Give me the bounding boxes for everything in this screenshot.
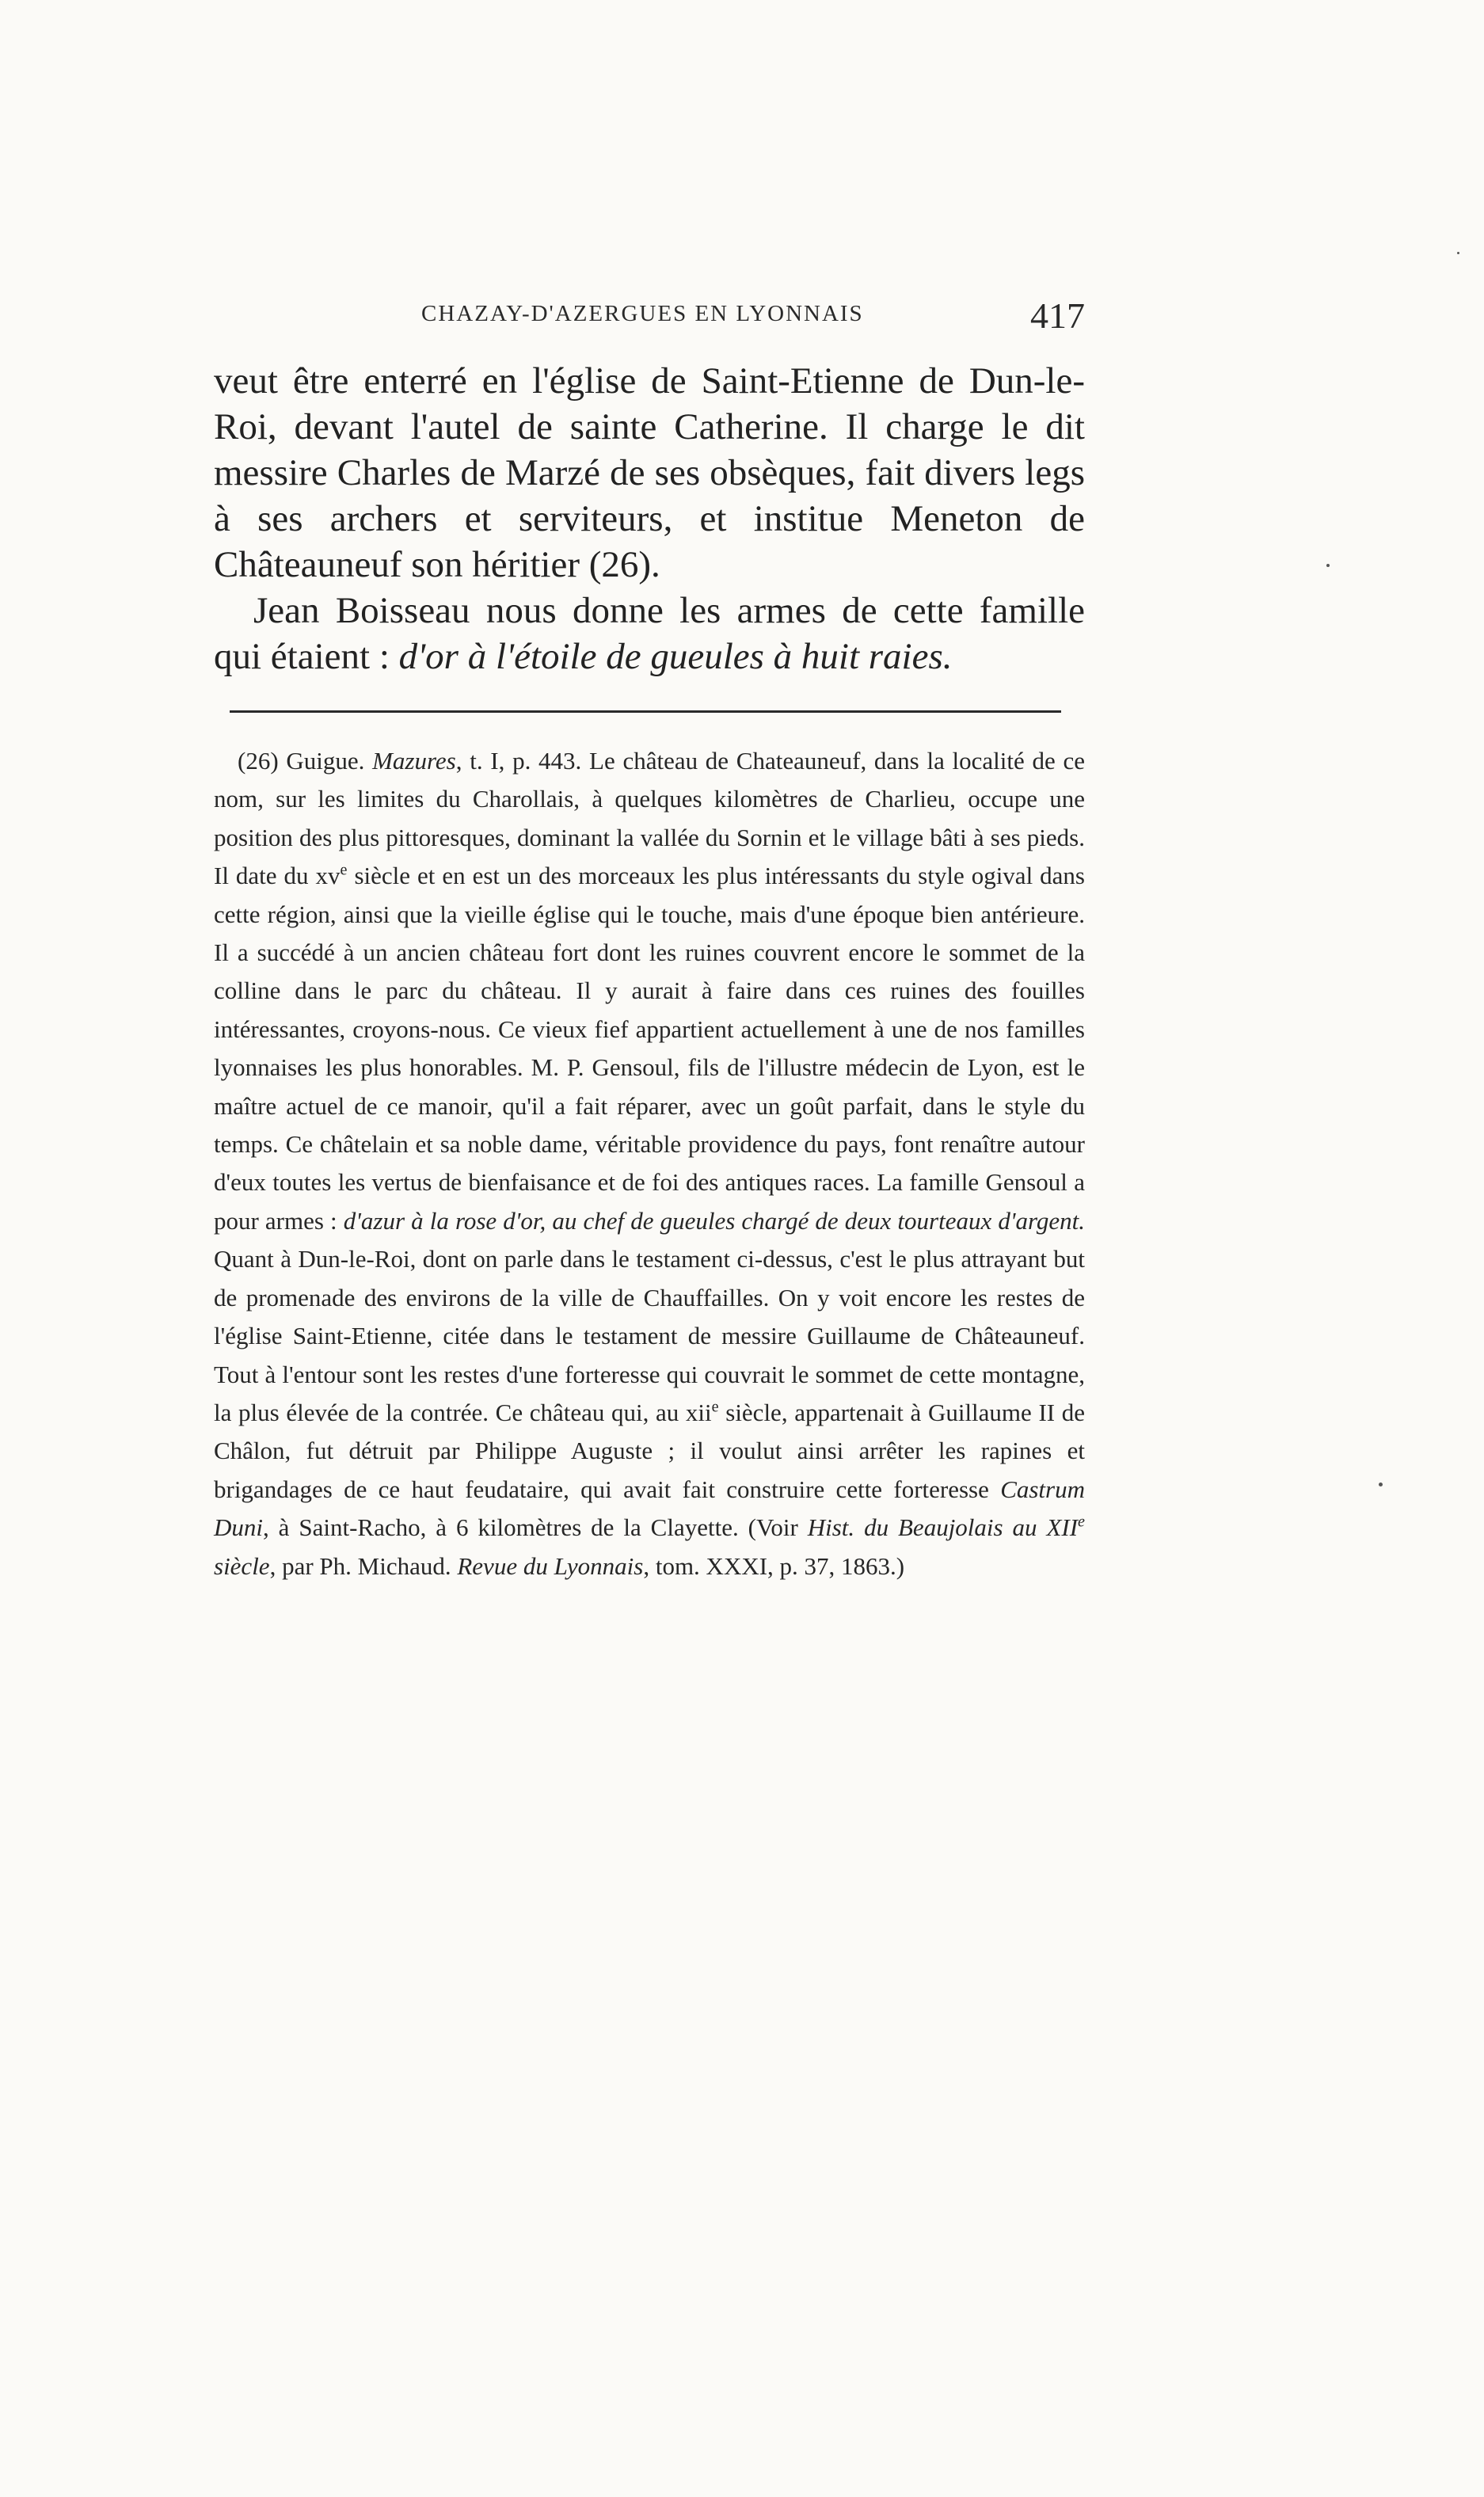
arms-blazon: d'or à l'étoile de gueules à huit raies.: [398, 636, 953, 677]
century-numeral: xv: [315, 862, 341, 890]
footnote: [214, 742, 1085, 1585]
footnote-text: , à Saint-Racho, à 6 kilomètres de la Clayette. (Voir: [263, 1513, 808, 1542]
superscript: e: [1078, 1513, 1085, 1531]
running-head: [214, 295, 1085, 342]
footnote-separator-rule: [230, 710, 1061, 713]
paper-speck: [1457, 252, 1459, 254]
paragraph-2: [214, 588, 1085, 679]
footnote-title: Castrum Duni: [214, 1475, 1085, 1542]
footnote-text: , par Ph. Michaud.: [269, 1551, 458, 1580]
footnote-text: Quant à Dun-le-Roi, dont on parle dans le testament ci-dessus, c'est le plus attrayant but de promenade des environs de la ville de Chauffailles. On y voit encore les restes de l'église Saint-Etienne, citée dans le testament de messire Guillaume de Châteauneuf. Tout à l'entour sont les restes d'une forteresse qui couvrait le sommet de cette montagne, la plus élevée de la contrée. Ce château qui, au: [214, 1245, 1085, 1426]
paper-speck: [1326, 564, 1330, 567]
superscript: e: [711, 1398, 719, 1416]
footnote-26: [214, 742, 1085, 1585]
footnote-text: siècle, appartenait à Guillaume II de Châlon, fut détruit par Philippe Auguste ; il voulut ainsi arrêter les rapines et brigandages de ce haut feudataire, qui avait fait construire cette forteresse: [214, 1398, 1085, 1503]
footnote-text: siècle et en est un des morceaux les plus intéressants du style ogival dans cette région, ainsi que la vieille église qui le touche, mais d'une époque bien antérieure. Il a succédé à un ancien château fort dont les ruines couvrent encore le sommet de la colline dans le parc du château. Il y aurait à faire dans ces ruines des fouilles intéressantes, croyons-nous. Ce vieux fief appartient actuellement à une de nos familles lyonnaises les plus honorables. M. P. Gensoul, fils de l'illustre médecin de Lyon, est le maître actuel de ce manoir, qu'il a fait réparer, avec un goût parfait, dans le style du temps. Ce châtelain et sa noble dame, véritable providence du pays, font renaître autour d'eux toutes les vertus de bienfaisance et de foi des antiques races. La famille Gensoul a pour armes :: [214, 862, 1085, 1235]
footnote-text: , tom. XXXI, p. 37, 1863.): [643, 1551, 905, 1580]
footnote-text: , t. I, p. 443. Le château de Chateauneuf, dans la localité de ce nom, sur les limites du Charollais, à quelques kilomètres de Charlieu, occupe une position des plus pittoresques, dominant la vallée du Sornin et le village bâti à ses pieds. Il date du: [214, 747, 1085, 890]
century-numeral: xii: [685, 1398, 712, 1426]
footnote-title: Mazures: [372, 747, 456, 775]
gensoul-arms: d'azur à la rose d'or, au chef de gueules chargé de deux tourteaux d'argent.: [343, 1206, 1085, 1235]
running-title: CHAZAY-D'AZERGUES EN LYONNAIS: [421, 301, 864, 326]
footnote-title: Revue du Lyonnais: [457, 1551, 644, 1580]
superscript: e: [340, 861, 348, 879]
footnote-title: Hist. du Beaujolais au XII: [807, 1513, 1079, 1542]
main-text: [214, 358, 1085, 679]
footnote-title: siècle: [214, 1551, 270, 1580]
page-number: 417: [1030, 295, 1085, 336]
footnote-text: (26) Guigue.: [238, 747, 373, 775]
paragraph-2-lead: Jean Boisseau nous donne les armes de cette famille qui étaient :: [214, 590, 1085, 677]
paper-speck: [1379, 1483, 1383, 1486]
paragraph-1: veut être enterré en l'église de Saint-Etienne de Dun-le-Roi, devant l'autel de sainte Catherine. Il charge le dit messire Charles de Marzé de ses obsèques, fait divers legs à ses archers et serviteurs, et institue Meneton de Châteauneuf son héritier (26).: [214, 360, 1085, 585]
